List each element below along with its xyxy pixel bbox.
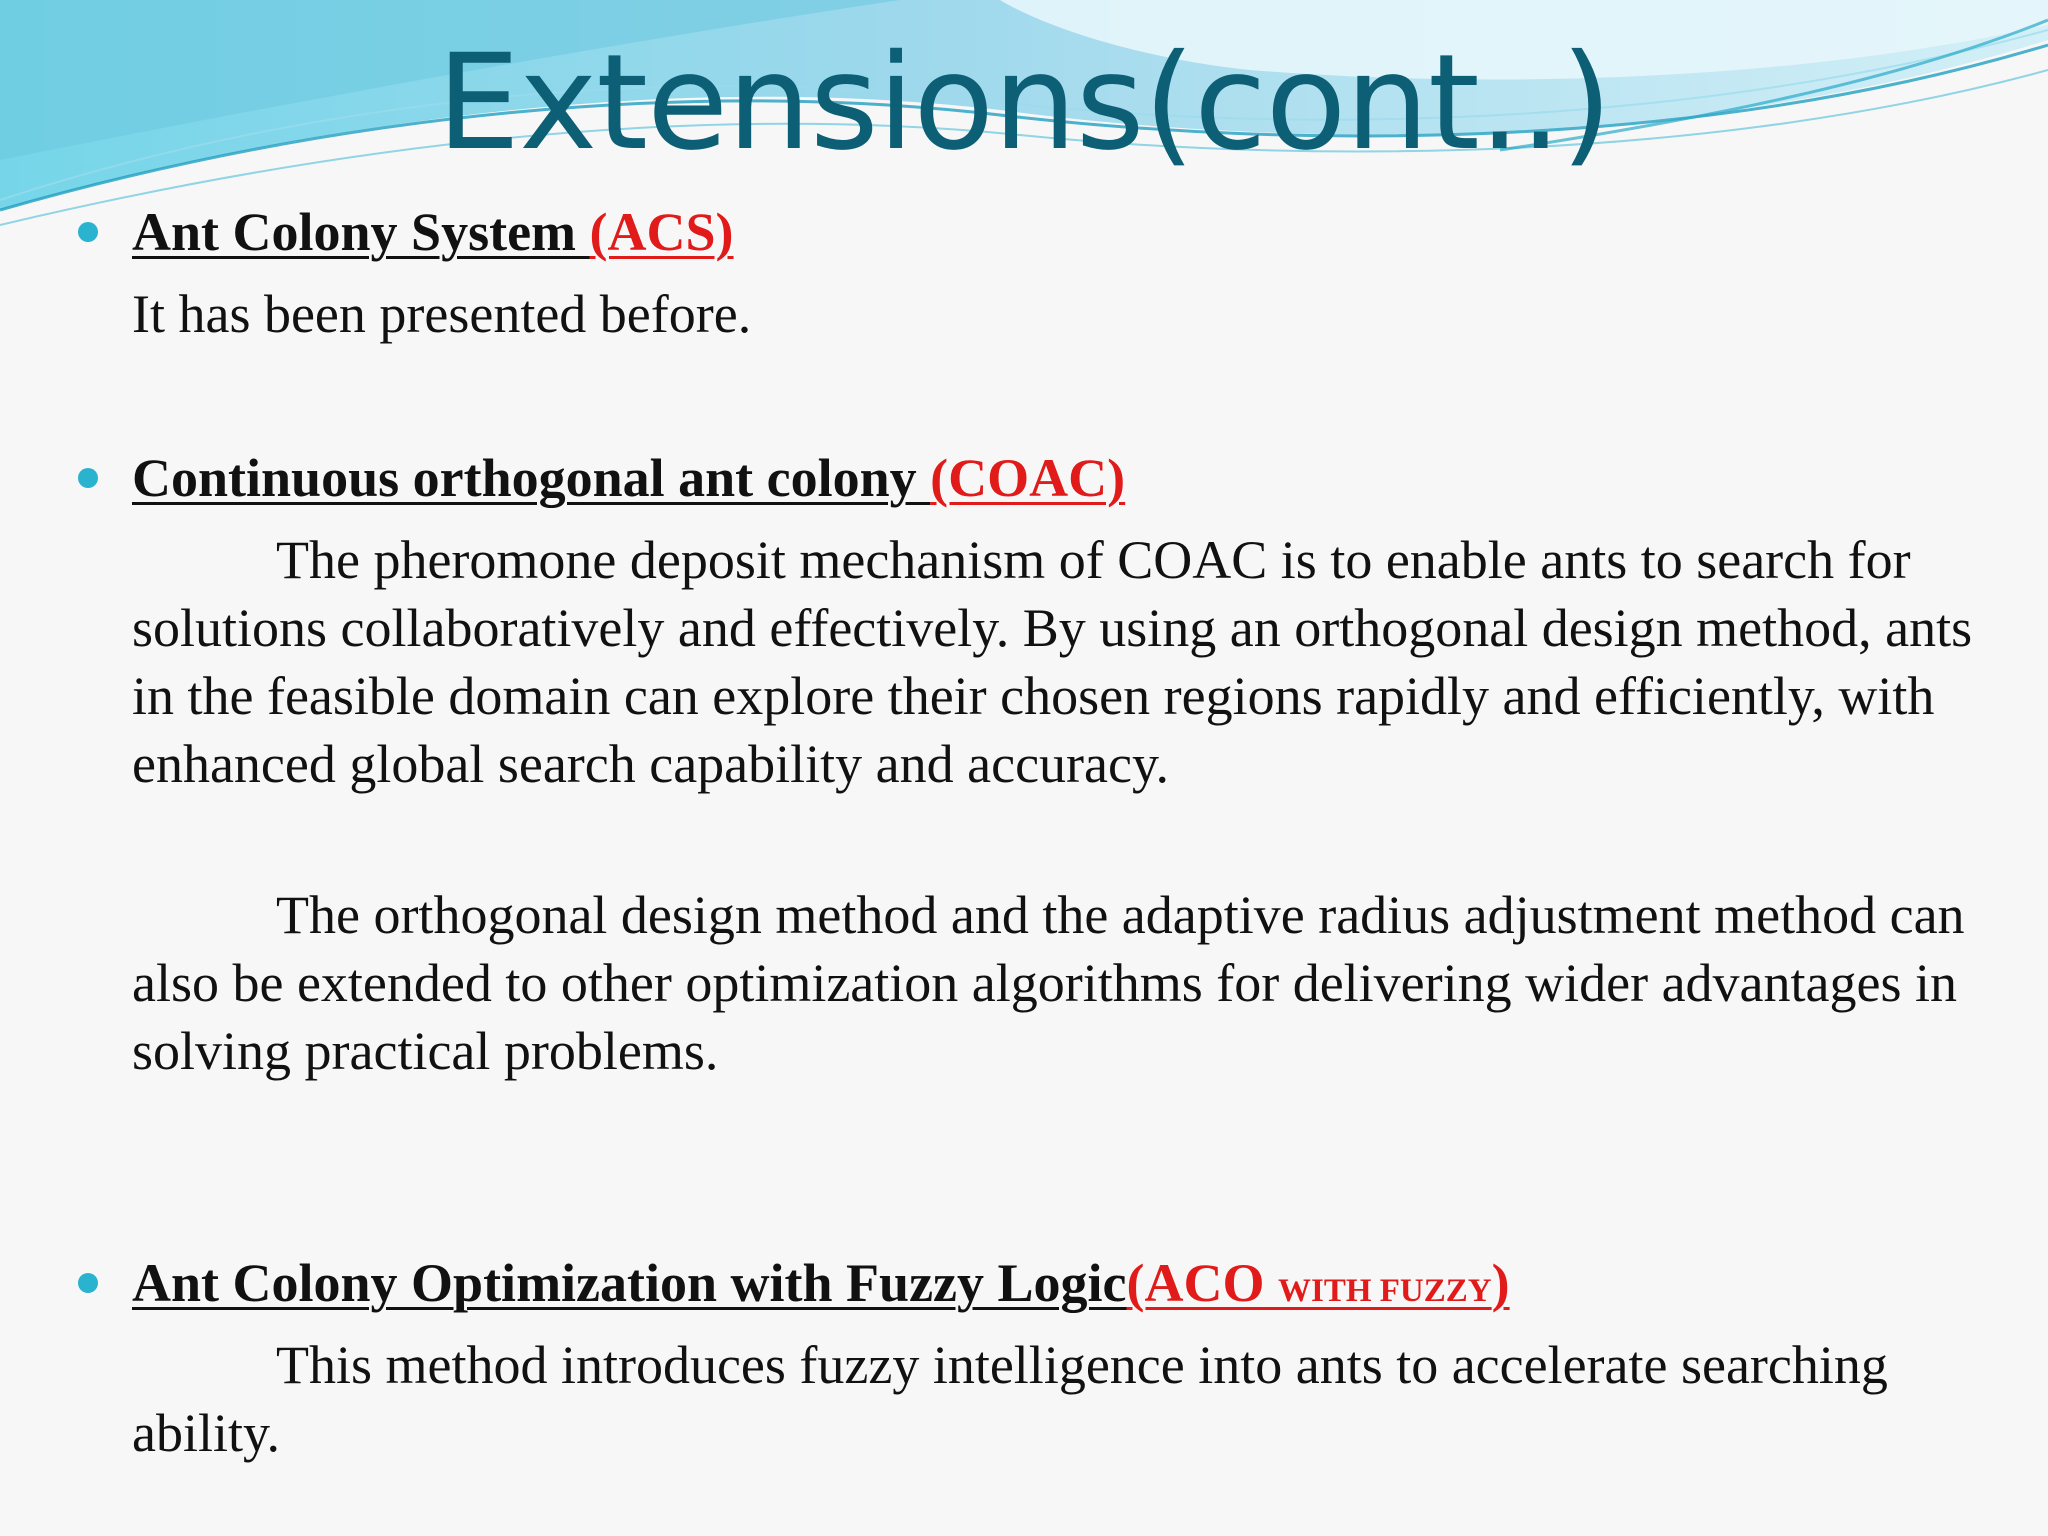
section-heading-coac (132, 444, 1125, 512)
section-heading-aco-fuzzy (132, 1249, 1510, 1325)
bullet-icon (78, 1273, 98, 1293)
section-paragraph: This method introduces fuzzy intelligence into ants to accelerate searching ability. (132, 1335, 1888, 1463)
section-paragraph: The orthogonal design method and the adaptive radius adjustment method can also be extended to other optimization algorithms for delivering wider advantages in solving practical problems. (132, 885, 1965, 1081)
section-abbr-close: ) (1491, 1253, 1510, 1313)
section-abbr: (COAC) (930, 448, 1126, 508)
bullet-icon (78, 468, 98, 488)
section-heading-acs (132, 198, 734, 266)
section-heading-text: Ant Colony System (132, 202, 590, 262)
slide-title: Extensions(cont..) (436, 26, 1612, 180)
section-abbr: (ACS) (589, 202, 734, 262)
section-paragraph: It has been presented before. (132, 284, 752, 344)
bullet-icon (78, 222, 98, 242)
section-heading-text: Ant Colony Optimization with Fuzzy Logic (132, 1253, 1127, 1313)
section-abbr-open: (ACO (1126, 1253, 1278, 1313)
section-heading-text: Continuous orthogonal ant colony (132, 448, 931, 508)
section-paragraph: The pheromone deposit mechanism of COAC is to enable ants to search for solutions collaboratively and effectively. By using an orthogonal design method, ants in the feasible domain can explore their chosen regions rapidly and efficiently, with enhanced global search capability and accuracy. (132, 530, 1973, 794)
section-abbr-small: WITH FUZZY (1277, 1273, 1492, 1309)
